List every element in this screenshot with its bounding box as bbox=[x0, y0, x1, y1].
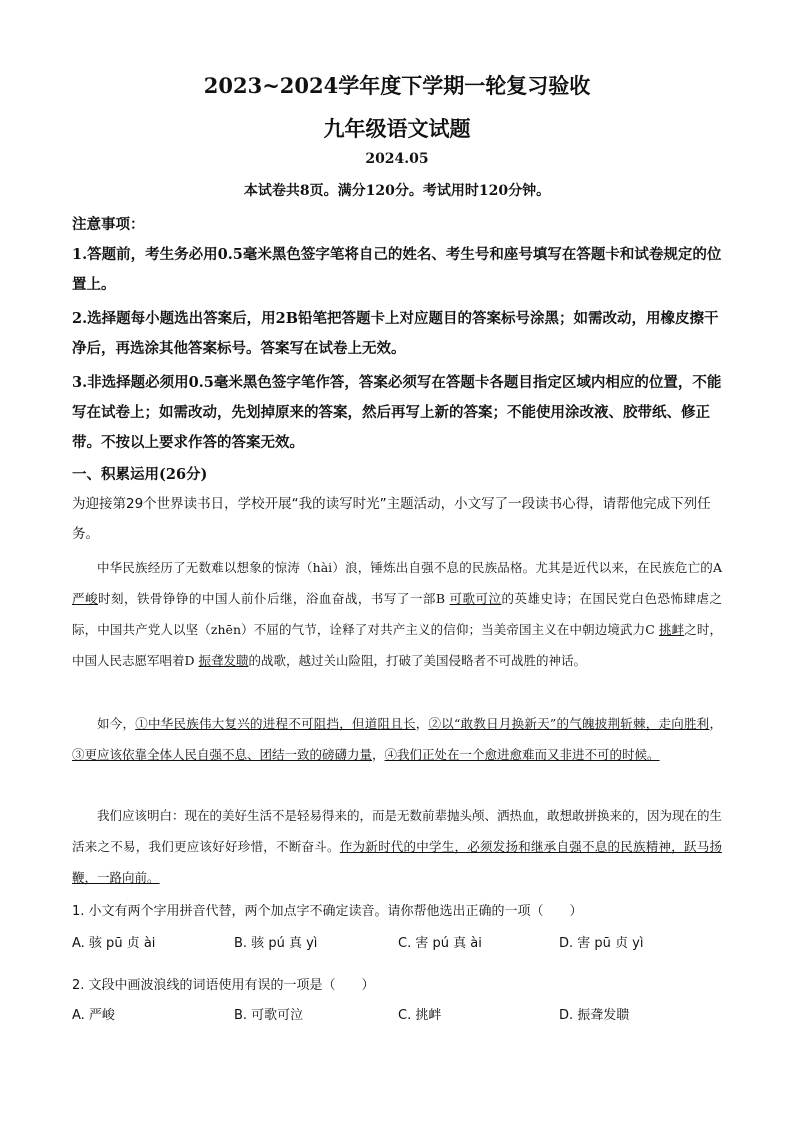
exam-subtitle: 九年级语文试题 bbox=[323, 116, 471, 141]
option-b: B. 可歌可泣 bbox=[234, 1008, 304, 1023]
passage-text: 的战歌，越过关山险阻，打破了美国侵略者不可战胜的神话。 bbox=[248, 653, 587, 668]
option-c: C. 挑衅 bbox=[398, 1008, 442, 1023]
wavy-word-b: 可歌可泣 bbox=[449, 591, 502, 606]
section-intro: 为迎接第29个世界读书日，学校开展“我的读写时光”主题活动，小文写了一段读书心得，请帮他完成下列任务。 bbox=[72, 496, 711, 542]
underlined-sentence-3: ③更应该依靠全体人民自强不息、团结一致的磅礴力量 bbox=[72, 747, 373, 762]
passage-paragraph-3 bbox=[72, 800, 722, 893]
exam-date: 2024.05 bbox=[365, 151, 429, 167]
underlined-sentence-5: 作为新时代的中学生，必须发扬和继承自强不息的民族精神，跃马扬鞭，一路向前。 bbox=[72, 839, 722, 885]
passage-text: 之时，中国人民志愿军唱着D bbox=[72, 622, 722, 668]
wavy-word-a: 严峻 bbox=[72, 591, 98, 606]
passage-text: 我们应该明白：现在的美好生活不是轻易得来的，而是无数前辈抛头颅、洒热血，敢想敢拼换来的，因为现在的生活来之不易，我们更应该好好珍惜，不断奋斗。 bbox=[72, 808, 723, 854]
underlined-sentence-1: ①中华民族伟大复兴的进程不可阻挡，但道阻且长 bbox=[135, 716, 416, 731]
notes-heading: 注意事项： bbox=[72, 216, 145, 233]
section-heading: 一、积累运用(26分) bbox=[72, 466, 208, 483]
passage-paragraph-2 bbox=[72, 708, 722, 770]
option-c: C. 害 pú 真 ài bbox=[398, 936, 482, 951]
option-a: A. 骇 pū 贞 ài bbox=[72, 936, 156, 951]
note-item-2: 2.选择题每小题选出答案后，用2B铅笔把答题卡上对应题目的答案标号涂黑；如需改动，用橡皮擦干净后，再选涂其他答案标号。答案写在试卷上无效。 bbox=[72, 310, 719, 357]
passage-text: 的英雄史诗；在国民党白色恐怖肆虐之际，中国共产党人以坚（zhēn）不屈的气节，诠释了对共产主义的信仰；当美帝国主义在中朝边境武力C bbox=[72, 591, 722, 637]
question-2-stem: 2. 文段中画波浪线的词语使用有误的一项是（ ） bbox=[72, 978, 375, 993]
question-1-stem: 1. 小文有两个字用拼音代替，两个加点字不确定读音。请你帮他选出正确的一项（ ） bbox=[72, 904, 583, 919]
passage-text: ， bbox=[709, 716, 722, 731]
wavy-word-d: 振聋发聩 bbox=[198, 653, 249, 668]
option-a: A. 严峻 bbox=[72, 1008, 115, 1023]
option-d: D. 振聋发聩 bbox=[559, 1008, 630, 1023]
underlined-sentence-4: ④我们正处在一个愈进愈难而又非进不可的时候。 bbox=[384, 747, 660, 762]
option-d: D. 害 pū 贞 yì bbox=[559, 936, 644, 951]
passage-text: ， bbox=[415, 716, 429, 731]
wavy-word-c: 挑衅 bbox=[658, 622, 685, 637]
exam-title: 2023~2024学年度下学期一轮复习验收 bbox=[203, 73, 591, 98]
passage-text: ， bbox=[372, 747, 385, 762]
option-b: B. 骇 pú 真 yì bbox=[234, 936, 318, 951]
passage-text: 如今， bbox=[97, 716, 136, 731]
note-item-1: 1.答题前，考生务必用0.5毫米黑色签字笔将自己的姓名、考生号和座号填写在答题卡和试卷规定的位置上。 bbox=[72, 246, 722, 293]
passage-text: 中华民族经历了无数难以想象的惊涛（hài）浪，锤炼出自强不息的民族品格。尤其是近代以来，在民族危亡的A bbox=[97, 560, 722, 575]
passage-paragraph-1 bbox=[72, 552, 722, 676]
passage-text: 时刻，铁骨铮铮的中国人前仆后继，浴血奋战，书写了一部B bbox=[98, 591, 450, 606]
note-item-3: 3.非选择题必须用0.5毫米黑色签字笔作答，答案必须写在答题卡各题目指定区域内相应的位置，不能写在试卷上；如需改动，先划掉原来的答案，然后再写上新的答案；不能使用涂改液、胶带纸、修正带。不按以上要求作答的答案无效。 bbox=[72, 374, 722, 451]
exam-info: 本试卷共8页。满分120分。考试用时120分钟。 bbox=[243, 183, 551, 199]
underlined-sentence-2: ②以“敢教日月换新天”的气魄披荆斩棘，走向胜利 bbox=[428, 716, 710, 731]
